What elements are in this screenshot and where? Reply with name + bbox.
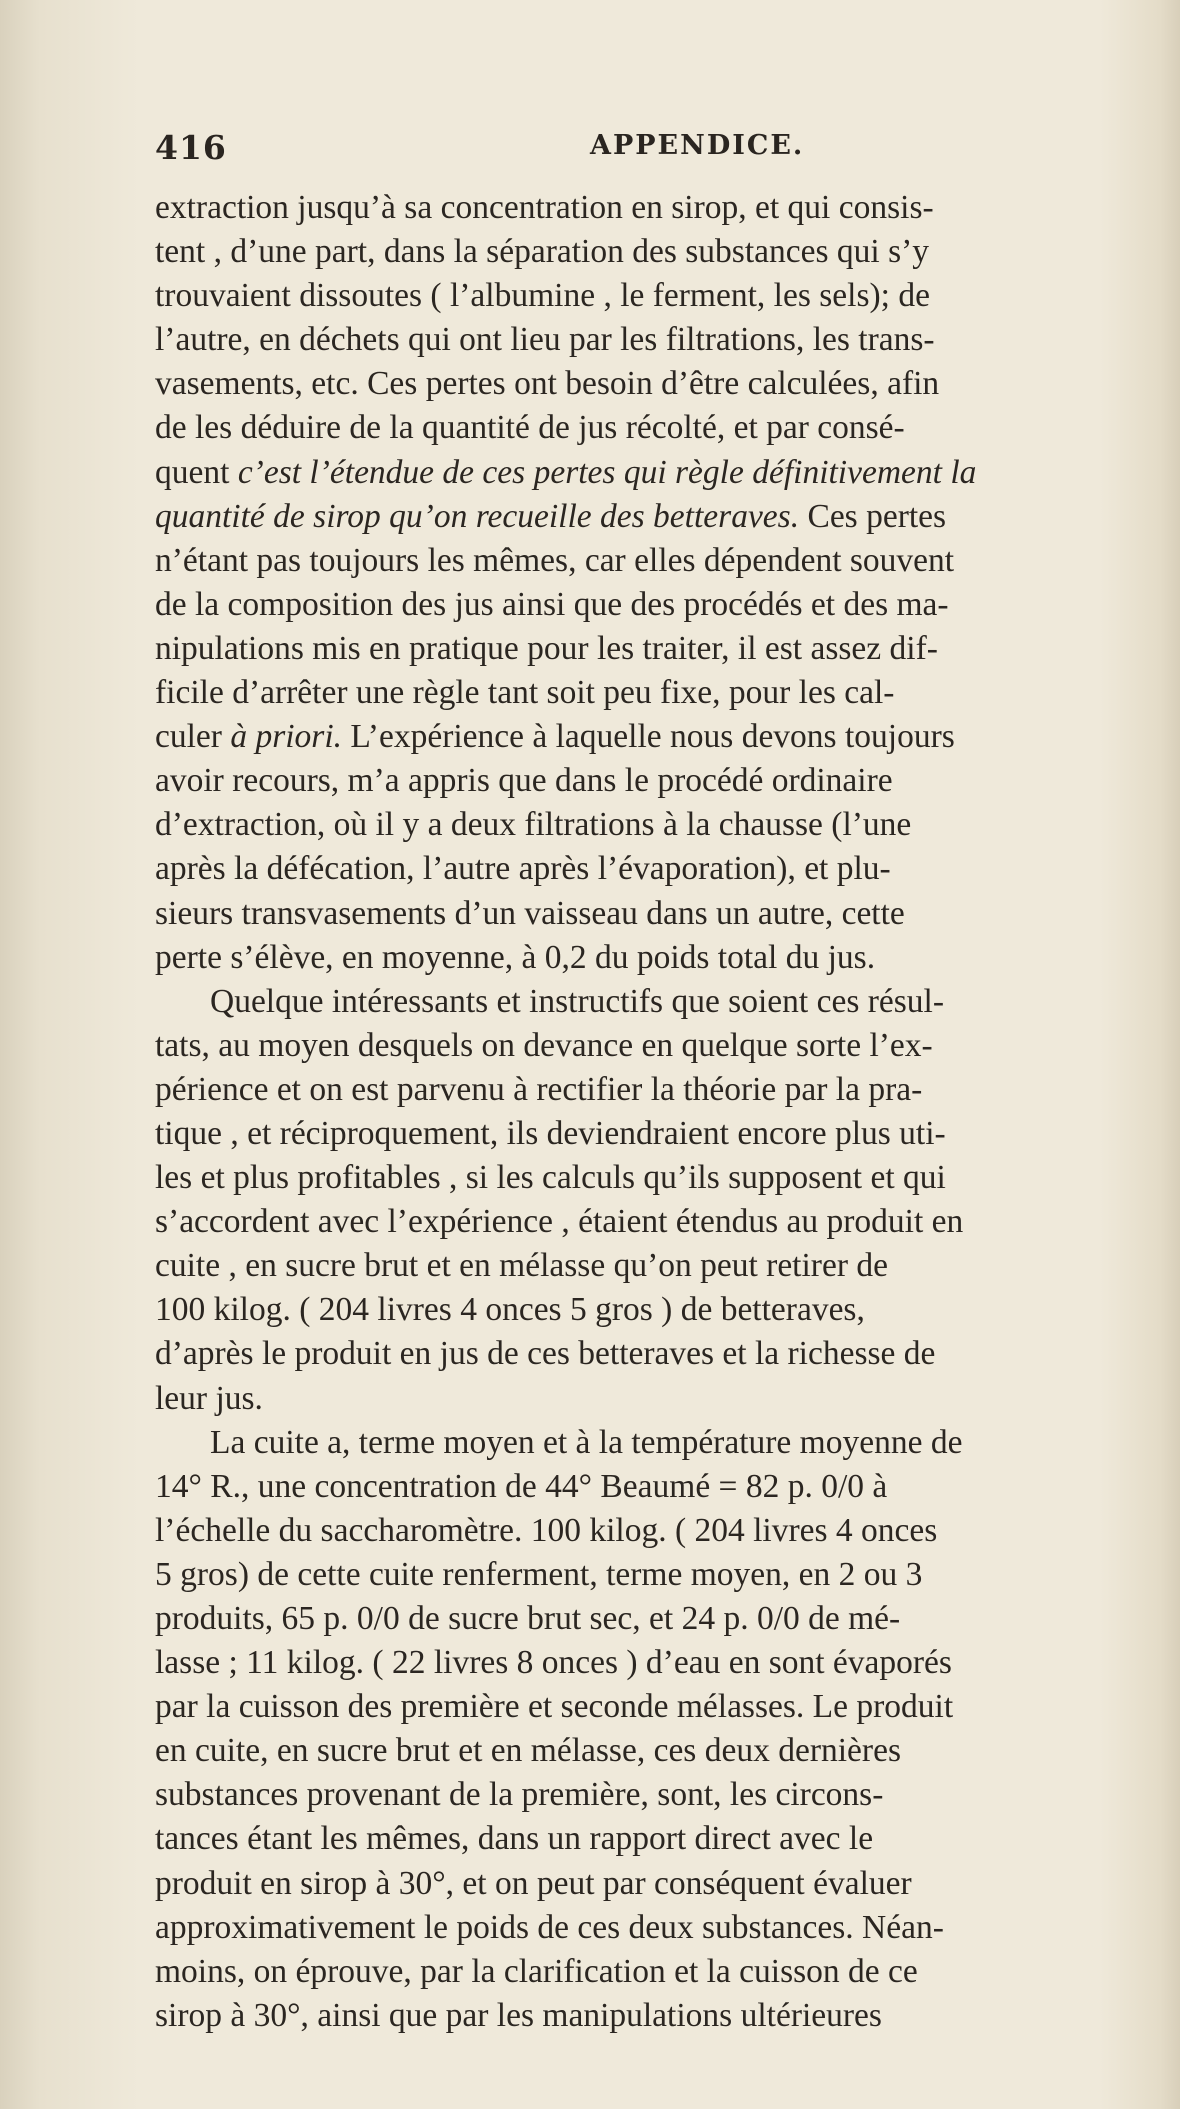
text-line: avoir recours, m’a appris que dans le procédé ordinaire <box>155 762 893 800</box>
text-line: quent c’est l’étendue de ces pertes qui règle définitivement la <box>155 453 977 491</box>
text-line: de les déduire de la quantité de jus récolté, et par consé- <box>155 409 905 447</box>
text-line: 14° R., une concentration de 44° Beaumé = 82 p. 0/0 à <box>155 1467 888 1505</box>
text-line: perte s’élève, en moyenne, à 0,2 du poids total du jus. <box>155 938 876 976</box>
text-line: ficile d’arrêter une règle tant soit peu fixe, pour les cal- <box>155 674 895 712</box>
text-line: leur jus. <box>155 1379 263 1417</box>
text-line: nipulations mis en pratique pour les traiter, il est assez dif- <box>155 629 938 667</box>
text-line: cuite , en sucre brut et en mélasse qu’on peut retirer de <box>155 1247 888 1285</box>
text-line: tent , d’une part, dans la séparation des substances qui s’y <box>155 233 930 271</box>
text-line: extraction jusqu’à sa concentration en sirop, et qui consis- <box>155 189 934 226</box>
text-line: vasements, etc. Ces pertes ont besoin d’être calculées, afin <box>155 365 940 403</box>
text-line: sirop à 30°, ainsi que par les manipulations ultérieures <box>155 1996 882 2034</box>
text-line: en cuite, en sucre brut et en mélasse, ces deux dernières <box>155 1732 901 1770</box>
text-line: périence et on est parvenu à rectifier la théorie par la pra- <box>155 1070 923 1108</box>
text-line: d’extraction, où il y a deux filtrations à la chausse (l’une <box>155 806 912 844</box>
text-line: approximativement le poids de ces deux substances. Néan- <box>155 1908 944 1946</box>
running-title: APPENDICE. <box>590 130 805 161</box>
text-line: d’après le produit en jus de ces betteraves et la richesse de <box>155 1335 936 1373</box>
running-head <box>155 128 1165 168</box>
text-line: s’accordent avec l’expérience , étaient étendus au produit en <box>155 1203 964 1241</box>
text-line: les et plus profitables , si les calculs qu’ils supposent et qui <box>155 1159 946 1197</box>
text-line: quantité de sirop qu’on recueille des betteraves. Ces pertes <box>155 497 947 535</box>
text-line: l’échelle du saccharomètre. 100 kilog. ( 204 livres 4 onces <box>155 1511 938 1549</box>
emphasis-text: c’est l’étendue de ces pertes qui règle définitivement la <box>237 453 977 491</box>
text-line: tats, au moyen desquels on devance en quelque sorte l’ex- <box>155 1026 933 1064</box>
text-line: n’étant pas toujours les mêmes, car elles dépendent souvent <box>155 541 955 579</box>
text-line: produits, 65 p. 0/0 de sucre brut sec, et 24 p. 0/0 de mé- <box>155 1600 901 1637</box>
text-line: l’autre, en déchets qui ont lieu par les filtrations, les trans- <box>155 321 935 359</box>
text-line: sieurs transvasements d’un vaisseau dans un autre, cette <box>155 894 905 932</box>
text-line: lasse ; 11 kilog. ( 22 livres 8 onces ) d’eau en sont évaporés <box>155 1644 952 1682</box>
text-line: substances provenant de la première, sont, les circons- <box>155 1776 884 1814</box>
text-line: 5 gros) de cette cuite renferment, terme moyen, en 2 ou 3 <box>155 1555 923 1593</box>
paragraph-start-line: La cuite a, terme moyen et à la température moyenne de <box>210 1423 963 1461</box>
text-line: 100 kilog. ( 204 livres 4 onces 5 gros ) de betteraves, <box>155 1291 865 1329</box>
text-line: trouvaient dissoutes ( l’albumine , le ferment, les sels); de <box>155 277 930 315</box>
page-number: 416 <box>155 128 227 167</box>
emphasis-text: à priori. <box>230 718 343 756</box>
text-line: après la défécation, l’autre après l’évaporation), et plu- <box>155 850 891 888</box>
text-line: de la composition des jus ainsi que des procédés et des ma- <box>155 585 949 623</box>
text-line: moins, on éprouve, par la clarification et la cuisson de ce <box>155 1952 918 1990</box>
text-line: par la cuisson des première et seconde mélasses. Le produit <box>155 1688 954 1726</box>
paragraph-start-line: Quelque intéressants et instructifs que soient ces résul- <box>210 982 945 1020</box>
text-line: tances étant les mêmes, dans un rapport direct avec le <box>155 1820 874 1858</box>
text-line: produit en sirop à 30°, et on peut par conséquent évaluer <box>155 1864 912 1902</box>
text-line: culer à priori. L’expérience à laquelle nous devons toujours <box>155 718 955 756</box>
text-line: tique , et réciproquement, ils deviendraient encore plus uti- <box>155 1114 946 1152</box>
emphasis-text: quantité de sirop qu’on recueille des betteraves. <box>155 497 800 535</box>
body-text <box>155 186 1165 2038</box>
